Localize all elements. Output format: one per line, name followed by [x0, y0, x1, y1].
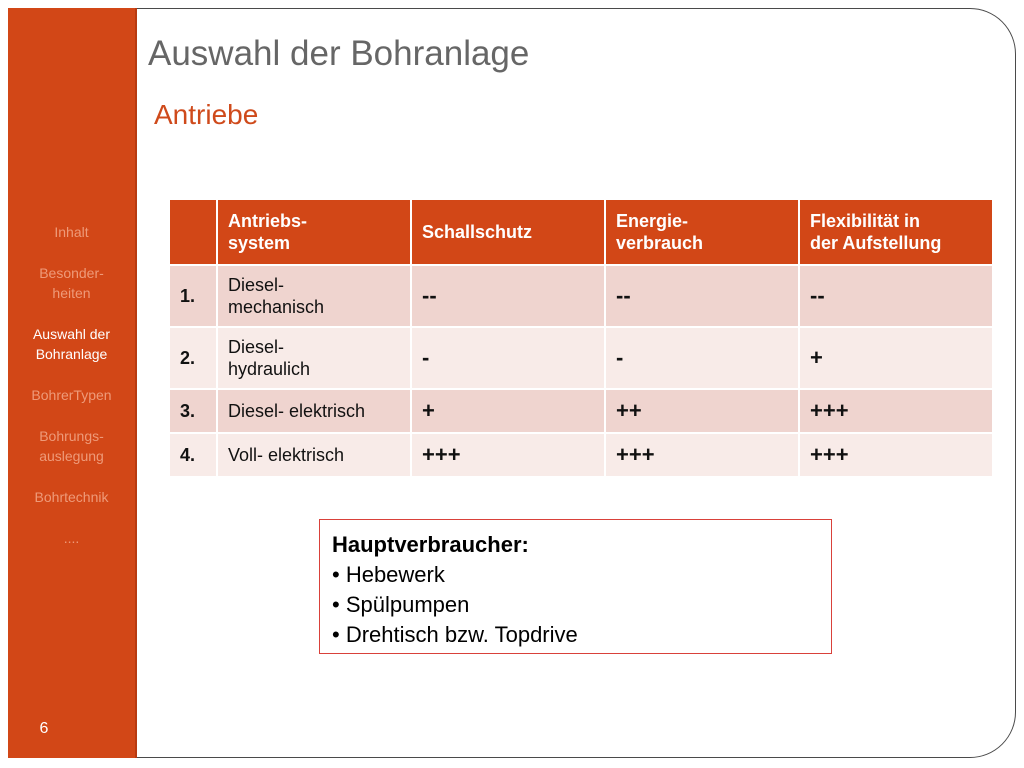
- row-number: 3.: [169, 389, 217, 433]
- sidebar: [8, 8, 137, 758]
- list-item: • Drehtisch bzw. Topdrive: [332, 620, 819, 650]
- row-energie: -: [605, 327, 799, 389]
- drive-comparison-table: [168, 198, 994, 478]
- row-schallschutz: +: [411, 389, 605, 433]
- slide-title: Auswahl der Bohranlage: [148, 34, 530, 73]
- row-flex: --: [799, 265, 993, 327]
- row-schallschutz: --: [411, 265, 605, 327]
- row-energie: --: [605, 265, 799, 327]
- row-system: Diesel- hydraulich: [217, 327, 411, 389]
- box-title: Hauptverbraucher:: [332, 532, 529, 557]
- nav-item-auswahl-der-bohranlage[interactable]: Auswahl der Bohranlage: [32, 326, 111, 362]
- row-energie: ++: [605, 389, 799, 433]
- table-row: [169, 327, 993, 389]
- table-row: [169, 265, 993, 327]
- table-row: [169, 433, 993, 477]
- table-header-row: [169, 199, 993, 265]
- table-row: [169, 389, 993, 433]
- row-system: Voll- elektrisch: [217, 433, 411, 477]
- slide-subtitle: Antriebe: [154, 99, 259, 130]
- list-item: • Hebewerk: [332, 560, 819, 590]
- sidebar-nav: [8, 222, 135, 569]
- nav-item-bohrtechnik[interactable]: Bohrtechnik: [34, 489, 109, 505]
- row-schallschutz: +++: [411, 433, 605, 477]
- row-flex: +++: [799, 389, 993, 433]
- header-flexibilitaet: Flexibilität in der Aufstellung: [799, 199, 993, 265]
- row-flex: +++: [799, 433, 993, 477]
- nav-item-bohrungsauslegung[interactable]: Bohrungs- auslegung: [39, 428, 104, 464]
- header-antriebssystem: Antriebs- system: [217, 199, 411, 265]
- row-number: 1.: [169, 265, 217, 327]
- row-number: 2.: [169, 327, 217, 389]
- row-system: Diesel- mechanisch: [217, 265, 411, 327]
- row-system: Diesel- elektrisch: [217, 389, 411, 433]
- consumers-list: [332, 560, 819, 650]
- nav-item-inhalt[interactable]: Inhalt: [54, 224, 89, 240]
- nav-item-besonderheiten[interactable]: Besonder- heiten: [39, 265, 104, 301]
- nav-item-more[interactable]: ....: [63, 530, 80, 546]
- header-num: [169, 199, 217, 265]
- row-energie: +++: [605, 433, 799, 477]
- row-schallschutz: -: [411, 327, 605, 389]
- row-flex: +: [799, 327, 993, 389]
- row-number: 4.: [169, 433, 217, 477]
- header-schallschutz: Schallschutz: [411, 199, 605, 265]
- list-item: • Spülpumpen: [332, 590, 819, 620]
- main-consumers-box: [319, 519, 832, 654]
- nav-item-bohrertypen[interactable]: BohrerTypen: [31, 387, 112, 403]
- header-energieverbrauch: Energie- verbrauch: [605, 199, 799, 265]
- slide-number: 6: [39, 720, 49, 737]
